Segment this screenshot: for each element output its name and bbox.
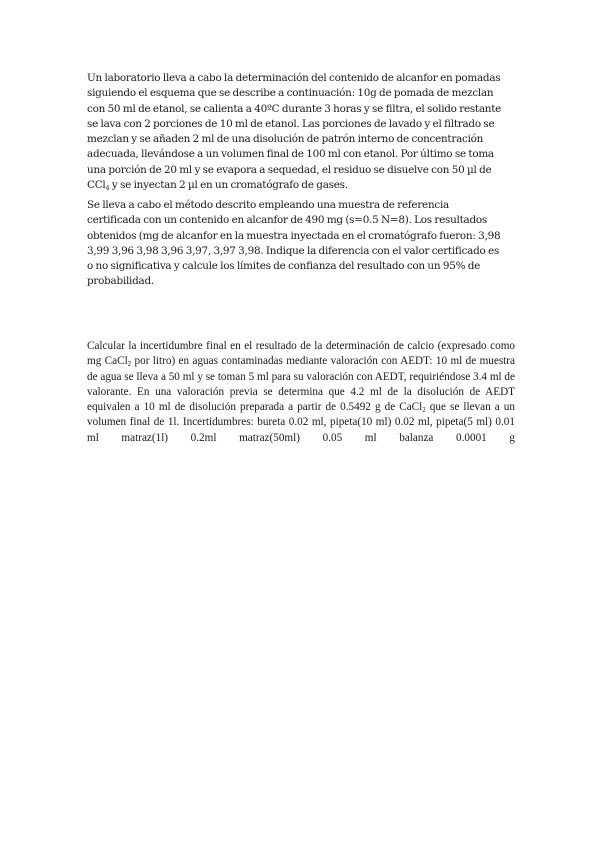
paragraph-line: 3,99 3,96 3,98 3,96 3,97, 3,97 3,98. Indique la diferencia con el valor certificado es	[87, 244, 500, 257]
subscript: 4	[105, 184, 110, 192]
paragraph-line: una porción de 20 ml y se evapora a sequedad, el residuo se disuelve con 50 µl de	[87, 163, 492, 176]
paragraph-text: por litro) en aguas contaminadas mediante valoración con AEDT: 10 ml de muestra de agua se lleva a 50 ml y se toman 5 ml para su valoración con AEDT, requiriéndose 3.4 ml de valorante. En una valoración previa se determina que 4.2 ml de la disolución de AEDT equivalen a 10 ml de disolución preparada a partir de 0.5492 g de CaCl	[87, 355, 515, 414]
reference-sample-paragraph	[87, 198, 515, 290]
paragraph-text: que se llevan a un volumen final de 1l. Incertidumbres: bureta 0.02 ml, pipeta(10 ml) 0.02 ml, pipeta(5 ml) 0.01 ml matraz(1l) 0.2ml matraz(50ml) 0.05 ml balanza 0.0001 g	[87, 401, 515, 444]
paragraph-line: o no significativa y calcule los límites de confianza del resultado con un 95% de	[87, 260, 481, 273]
subscript: 2	[127, 360, 132, 369]
paragraph-line: certificada con un contenido en alcanfor de 490 mg (s=0.5 N=8). Los resultados	[87, 214, 487, 227]
paragraph-line: probabilidad.	[87, 275, 154, 288]
calcium-uncertainty-paragraph	[87, 339, 515, 461]
paragraph-line: mezclan y se añaden 2 ml de una disolución de patrón interno de concentración	[87, 133, 484, 146]
subscript: 2	[422, 406, 426, 415]
paragraph-text: Calcular la incertidumbre final en el resultado de la determinación de calcio (expresado como mg CaCl	[87, 340, 515, 368]
paragraph-line: obtenidos (mg de alcanfor en la muestra inyectada en el cromatógrafo fueron: 3,98	[87, 229, 501, 242]
paragraph-line: adecuada, llevándose a un volumen final de 100 ml con etanol. Por último se toma	[87, 148, 494, 161]
paragraph-line: y se inyectan 2 µl en un cromatógrafo de gases.	[109, 179, 348, 192]
paragraph-line: siguiendo el esquema que se describe a continuación: 10g de pomada de mezclan	[87, 87, 494, 100]
paragraph-line: con 50 ml de etanol, se calienta a 40ºC durante 3 horas y se filtra, el solido restante	[87, 102, 502, 115]
paragraph-line: se lava con 2 porciones de 10 ml de etanol. Las porciones de lavado y el filtrado se	[87, 117, 495, 130]
paragraph-line: Se lleva a cabo el método descrito empleando una muestra de referencia	[87, 199, 449, 211]
paragraph-line: Un laboratorio lleva a cabo la determinación del contenido de alcanfor en pomadas	[87, 72, 501, 84]
camphor-method-paragraph	[87, 71, 515, 193]
paragraph-line: CCl	[87, 179, 106, 192]
